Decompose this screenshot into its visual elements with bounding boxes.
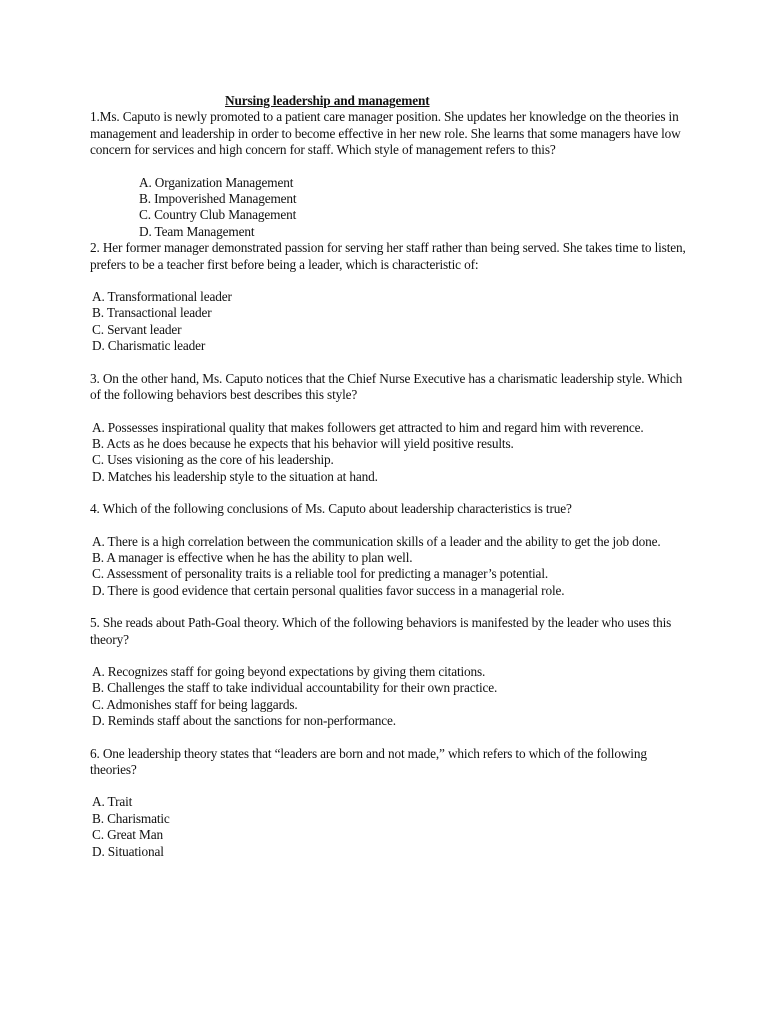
question-5 xyxy=(90,615,690,729)
option-item: B. Transactional leader xyxy=(92,305,212,321)
option-item: A. Possesses inspirational quality that makes followers get attracted to him and regard him with reverence. xyxy=(92,419,644,435)
option-item: B. A manager is effective when he has the ability to plan well. xyxy=(92,549,413,565)
option-item: B. Impoverished Management xyxy=(139,191,297,207)
document-page xyxy=(90,93,690,860)
question-6-text: 6. One leadership theory states that “leaders are born and not made,” which refers to which of the following theories? xyxy=(90,745,647,777)
question-3-text: 3. On the other hand, Ms. Caputo notices that the Chief Nurse Executive has a charismatic leadership style. Which of the following behaviors best describes this style? xyxy=(90,370,683,403)
option-item: A. Trait xyxy=(92,794,133,810)
option-item: D. Team Management xyxy=(139,223,255,239)
option-item: D. Reminds staff about the sanctions for non-performance. xyxy=(92,713,396,729)
question-2-text: 2. Her former manager demonstrated passion for serving her staff rather than being served. She takes time to listen, prefers to be a teacher first before being a leader, which is characteristic of: xyxy=(90,240,686,272)
option-item: A. Organization Management xyxy=(139,174,294,190)
question-6 xyxy=(90,746,690,860)
question-1-text: 1.Ms. Caputo is newly promoted to a patient care manager position. She updates her knowledge on the theories in management and leadership in order to become effective in her new role. She learns that some managers have low concern for services and high concern for staff. Which style of management refers to this? xyxy=(90,109,681,158)
question-2-options xyxy=(90,289,690,355)
question-4-text: 4. Which of the following conclusions of Ms. Caputo about leadership characteristics is true? xyxy=(90,501,572,517)
option-item: A. Recognizes staff for going beyond expectations by giving them citations. xyxy=(92,663,486,679)
option-item: C. Uses visioning as the core of his leadership. xyxy=(92,452,334,468)
option-item: D. Charismatic leader xyxy=(92,338,206,354)
question-3-options xyxy=(90,420,690,486)
option-item: C. Great Man xyxy=(92,827,163,843)
option-item: D. Matches his leadership style to the situation at hand. xyxy=(92,468,378,484)
option-item: A. There is a high correlation between the communication skills of a leader and the ability to get the job done. xyxy=(92,533,661,549)
option-item: D. There is good evidence that certain personal qualities favor success in a managerial role. xyxy=(92,582,565,598)
question-5-text: 5. She reads about Path-Goal theory. Which of the following behaviors is manifested by the leader who uses this theory? xyxy=(90,615,672,647)
question-1 xyxy=(90,109,690,240)
option-item: D. Situational xyxy=(92,843,164,859)
question-2 xyxy=(90,240,690,354)
question-4 xyxy=(90,501,690,599)
question-6-options xyxy=(90,794,690,860)
question-4-options xyxy=(90,534,690,600)
question-1-options xyxy=(90,175,690,241)
question-3 xyxy=(90,371,690,485)
option-item: A. Transformational leader xyxy=(92,289,232,305)
option-item: C. Servant leader xyxy=(92,321,182,337)
document-title: Nursing leadership and management xyxy=(225,93,430,108)
option-item: B. Challenges the staff to take individual accountability for their own practice. xyxy=(92,680,498,696)
option-item: C. Country Club Management xyxy=(139,207,297,223)
option-item: B. Charismatic xyxy=(92,810,170,826)
option-item: B. Acts as he does because he expects that his behavior will yield positive results. xyxy=(92,435,514,451)
question-5-options xyxy=(90,664,690,730)
option-item: C. Admonishes staff for being laggards. xyxy=(92,696,298,712)
option-item: C. Assessment of personality traits is a reliable tool for predicting a manager’s potential. xyxy=(92,566,549,582)
